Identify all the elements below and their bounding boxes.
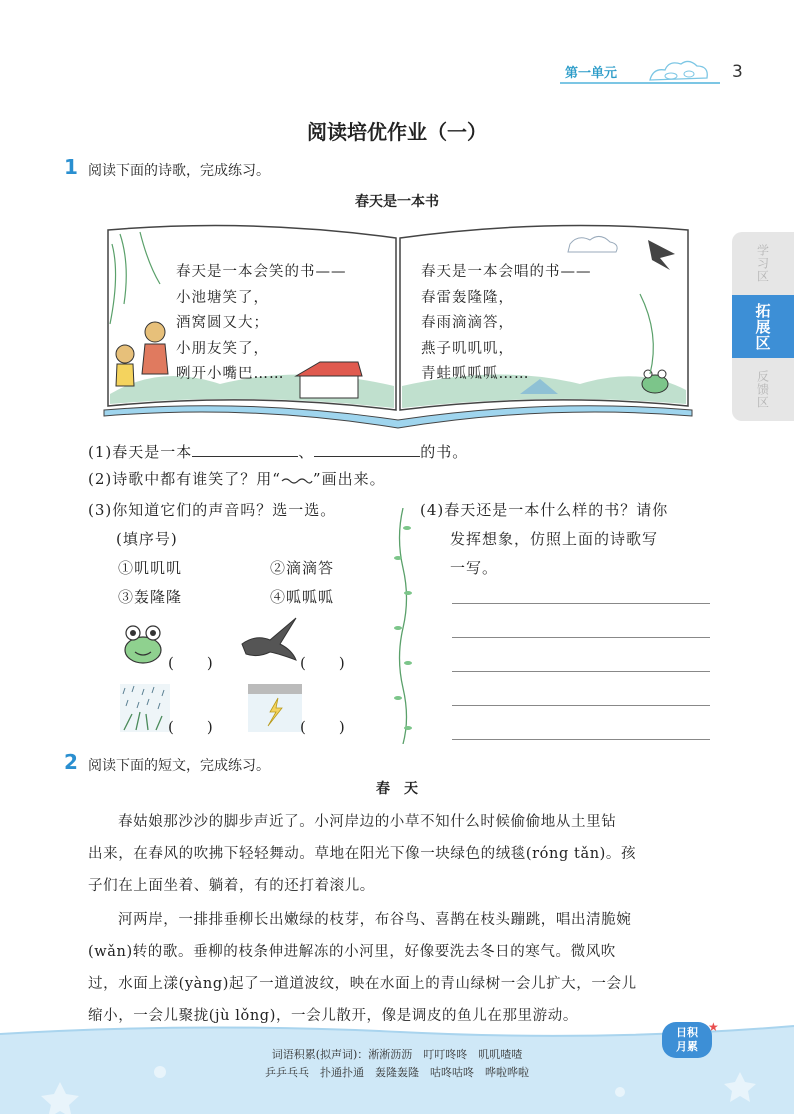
thunder-icon	[248, 684, 302, 736]
answer-paren-thunder[interactable]: ( )	[300, 718, 346, 736]
vine-divider	[392, 508, 414, 748]
answer-paren-frog[interactable]: ( )	[168, 654, 214, 672]
poem-left-line-4: 小朋友笑了，	[176, 341, 269, 357]
sub-question-3-line-1: (3)你知道它们的声音吗？选一选。	[88, 501, 337, 519]
option-3: ③轰隆隆	[118, 588, 183, 606]
page-number: 3	[732, 62, 743, 82]
question-2-number: 2	[64, 750, 78, 774]
swallow-icon	[236, 614, 300, 674]
sub-question-4-line-2: 发挥想象，仿照上面的诗歌写	[450, 530, 659, 548]
sub-question-2-prefix: (2)诗歌中都有谁笑了？用“	[88, 470, 281, 488]
answer-paren-swallow[interactable]: ( )	[300, 654, 346, 672]
tab-study[interactable]	[732, 232, 794, 295]
footer-line-1: 词语积累(拟声词)：淅淅沥沥 叮叮咚咚 叽叽喳喳	[271, 1048, 523, 1061]
question-1-number: 1	[64, 155, 78, 179]
side-tabs	[732, 232, 794, 421]
sub-question-4-line-3: 一写。	[450, 559, 499, 577]
tab-study-label: 学习区	[755, 244, 770, 283]
star-icon: ★	[708, 1020, 719, 1034]
footer-line-2: 乒乒乓乓 扑通扑通 轰隆轰隆 咕咚咕咚 哗啦哗啦	[265, 1066, 529, 1079]
story-line-1: 春姑娘那沙沙的脚步声近了。小河岸边的小草不知什么时候偷偷地从土里钻	[118, 814, 617, 830]
header-divider	[560, 82, 720, 84]
sub-question-2-suffix: ”画出来。	[312, 470, 386, 488]
sub-question-3-line-2: (填序号)	[116, 530, 178, 548]
answer-paren-rain[interactable]: ( )	[168, 718, 214, 736]
daily-badge-label: 日积月累	[676, 1026, 698, 1053]
sub-question-1-prefix: (1)春天是一本	[88, 443, 193, 461]
poem-right-line-3: 春雨滴滴答，	[421, 315, 514, 331]
writing-line-5[interactable]	[452, 739, 710, 740]
poem-right-line-4: 燕子叽叽叽，	[421, 341, 514, 357]
poem-right-line-5: 青蛙呱呱呱……	[421, 366, 530, 382]
writing-line-4[interactable]	[452, 705, 710, 706]
story-line-3: 子们在上面坐着、躺着，有的还打着滚儿。	[88, 878, 375, 894]
poem-left-line-2: 小池塘笑了，	[176, 290, 269, 306]
poem-right-line-2: 春雷轰隆隆，	[421, 290, 514, 306]
option-2: ②滴滴答	[270, 559, 335, 577]
story-line-5: (wǎn)转的歌。垂柳的枝条伸进解冻的小河里，好像要洗去冬日的寒气。微风吹	[88, 944, 616, 960]
page-title: 阅读培优作业（一）	[307, 120, 487, 144]
sub-question-1-sep: 、	[298, 443, 315, 461]
unit-label: 第一单元	[565, 66, 618, 81]
story-line-4: 河两岸，一排排垂柳长出嫩绿的枝芽，布谷鸟、喜鹊在枝头蹦跳，唱出清脆婉	[118, 912, 632, 928]
poem-left-line-3: 酒窝圆又大；	[176, 315, 269, 331]
answer-blank-1[interactable]	[192, 443, 298, 457]
option-1: ①叽叽叽	[118, 559, 183, 577]
frog-icon	[118, 618, 168, 672]
option-4: ④呱呱呱	[270, 588, 335, 606]
sub-question-1-suffix: 的书。	[420, 443, 469, 461]
story-title: 春 天	[376, 781, 418, 797]
poem-left-line-1: 春天是一本会笑的书——	[176, 264, 347, 280]
writing-line-1[interactable]	[452, 603, 710, 604]
rain-icon	[120, 684, 170, 736]
story-line-2: 出来，在春风的吹拂下轻轻舞动。草地在阳光下像一块绿色的绒毯(róng tǎn)。孩	[88, 846, 637, 862]
tab-feedback-label: 反馈区	[755, 370, 770, 409]
tab-extend[interactable]	[732, 295, 794, 358]
tab-extend-label: 拓展区	[753, 302, 772, 351]
writing-line-2[interactable]	[452, 637, 710, 638]
question-1-instruction: 阅读下面的诗歌，完成练习。	[88, 163, 270, 179]
story-line-7: 缩小，一会儿聚拢(jù lǒng)，一会儿散开，像是调皮的鱼儿在那里游动。	[88, 1008, 578, 1024]
answer-blank-2[interactable]	[314, 443, 420, 457]
wavy-line-icon	[281, 470, 313, 482]
question-2-instruction: 阅读下面的短文，完成练习。	[88, 758, 270, 774]
sub-question-2	[88, 468, 386, 489]
story-line-6: 过，水面上漾(yàng)起了一道道波纹，映在水面上的青山绿树一会儿扩大，一会儿	[88, 976, 637, 992]
poem-title: 春天是一本书	[355, 194, 439, 210]
writing-line-3[interactable]	[452, 671, 710, 672]
sub-question-1	[88, 441, 468, 462]
tab-feedback[interactable]	[732, 358, 794, 421]
sub-question-4-line-1: (4)春天还是一本什么样的书？请你	[420, 501, 669, 519]
poem-left-line-5: 咧开小嘴巴……	[176, 366, 285, 382]
poem-right-line-1: 春天是一本会唱的书——	[421, 264, 592, 280]
cloud-decoration-icon	[645, 56, 715, 90]
